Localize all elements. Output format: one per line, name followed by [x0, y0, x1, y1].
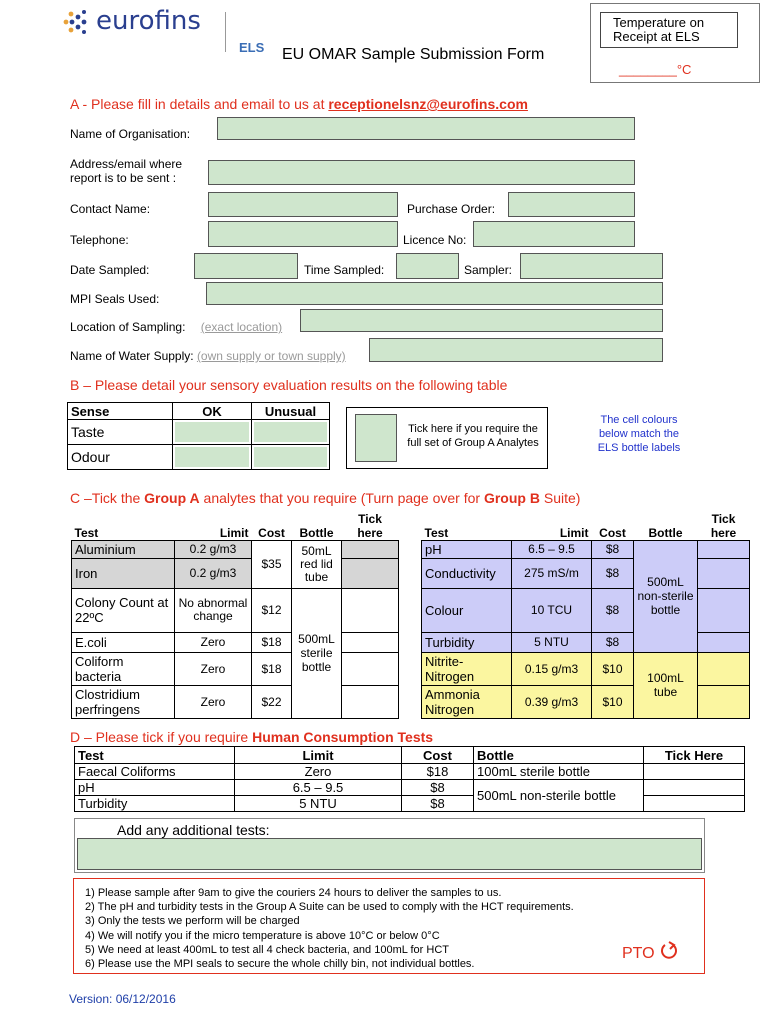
sensory-col-sense: Sense: [68, 403, 173, 420]
table-row: Colony Count at 22ºC No abnormal change $12 500mL sterile bottle: [72, 588, 399, 632]
date-sampled-field[interactable]: [194, 253, 298, 279]
notes-list: [85, 886, 574, 971]
contact-field[interactable]: [208, 192, 398, 217]
additional-tests-field[interactable]: [77, 838, 702, 870]
table-row: Turbidity 5 NTU $8: [75, 796, 745, 812]
col-bottle: Bottle: [299, 525, 334, 540]
location-label: Location of Sampling: (exact location): [70, 320, 283, 334]
telephone-field[interactable]: [208, 221, 398, 247]
odour-unusual-cell[interactable]: [252, 445, 330, 470]
tick-cell[interactable]: [342, 685, 399, 718]
group-a-table-right: Test Limit Cost Bottle Tick here pH 6.5 – 9.5 $8 500mL non-sterile bottle Conductivity 275 mS/m $8 Colour 10 TCU $8 Turbidity 5 NTU $8 Nitrite-Nitrogen 0.15 g/m3 $10 100mL tube Ammonia Nitrogen 0.39 g/m3 $10: [421, 508, 750, 719]
water-supply-field[interactable]: [369, 338, 663, 362]
table-row: Ammonia Nitrogen 0.39 g/m3 $10: [422, 685, 750, 718]
tick-cell[interactable]: [644, 780, 745, 796]
water-supply-hint: (own supply or town supply): [196, 349, 346, 363]
table-row: Faecal Coliforms Zero $18 100mL sterile bottle: [75, 764, 745, 780]
odour-ok-cell[interactable]: [173, 445, 252, 470]
hct-shared-bottle: 500mL non-sterile bottle: [474, 780, 644, 812]
licence-field[interactable]: [473, 221, 635, 247]
table-row: pH 6.5 – 9.5 $8 500mL non-sterile bottle: [75, 780, 745, 796]
tick-cell[interactable]: [342, 558, 399, 588]
mpi-seals-label: MPI Seals Used:: [70, 292, 160, 306]
col-test: Test: [74, 525, 99, 540]
temperature-box: [590, 3, 760, 83]
pto-label: PTO: [622, 941, 679, 963]
time-sampled-field[interactable]: [396, 253, 459, 279]
group-a-tick-box[interactable]: [355, 414, 397, 462]
tick-cell[interactable]: [698, 632, 750, 652]
table-row: Aluminium 0.2 g/m3 $35 50mL red lid tube: [72, 540, 399, 558]
tick-cell[interactable]: [644, 764, 745, 780]
tick-cell[interactable]: [698, 540, 750, 558]
section-b-heading: B – Please detail your sensory evaluation results on the following table: [70, 377, 508, 393]
header-divider: [225, 12, 226, 52]
tick-cell[interactable]: [698, 588, 750, 632]
section-d-heading: D – Please tick if you require Human Consumption Tests: [70, 729, 434, 745]
group-a-table-left: [71, 508, 399, 719]
table-row: Clostridium perfringens Zero $22: [72, 685, 399, 718]
location-hint: (exact location): [200, 320, 283, 334]
logo-wordmark: eurofins: [96, 6, 201, 36]
notes-box: [73, 878, 705, 974]
time-sampled-label: Time Sampled:: [304, 263, 385, 277]
org-label: Name of Organisation:: [70, 127, 191, 141]
tick-cell[interactable]: [342, 540, 399, 558]
table-row: Colour 10 TCU $8: [422, 588, 750, 632]
list-item: 6) Please use the MPI seals to secure the whole chilly bin, not individual bottles.: [85, 958, 475, 971]
purchase-order-field[interactable]: [508, 192, 635, 217]
eurofins-logo: [62, 6, 222, 40]
temperature-entry[interactable]: ________°C: [619, 62, 692, 77]
sensory-col-ok: OK: [173, 403, 252, 420]
address-label: Address/email where report is to be sent :: [70, 157, 183, 185]
col-cost: Cost: [258, 525, 285, 540]
additional-tests-label: Add any additional tests:: [117, 822, 270, 838]
date-sampled-label: Date Sampled:: [70, 263, 150, 277]
sensory-row-odour: Odour: [68, 445, 173, 470]
hct-table: Test Limit Cost Bottle Tick Here Faecal Coliforms Zero $18 100mL sterile bottle pH 6.5 – 9.5 $8 500mL non-sterile bottle Turbidity 5 NTU $8: [74, 746, 745, 812]
address-field[interactable]: [208, 160, 635, 185]
list-item: 3) Only the tests we perform will be charged: [85, 915, 300, 928]
purchase-order-label: Purchase Order:: [407, 202, 496, 216]
section-a-heading: A - Please fill in details and email to us at receptionelsnz@eurofins.com: [70, 96, 528, 112]
temperature-label-box: Temperature on Receipt at ELS: [600, 12, 738, 48]
col-tick: Tick here: [357, 511, 383, 540]
version-label: Version: 06/12/2016: [69, 992, 176, 1006]
org-field[interactable]: [217, 117, 635, 140]
tick-cell[interactable]: [698, 685, 750, 718]
bottle-non-sterile: 500mL non-sterile bottle: [634, 540, 698, 652]
table-row: Iron 0.2 g/m3: [72, 558, 399, 588]
licence-label: Licence No:: [403, 233, 467, 247]
mpi-seals-field[interactable]: [206, 282, 663, 305]
form-title: EU OMAR Sample Submission Form: [282, 46, 545, 63]
col-limit: Limit: [219, 525, 249, 540]
bottle-100ml-tube: 100mL tube: [634, 652, 698, 718]
sensory-row-taste: Taste: [68, 420, 173, 445]
list-item: 5) We need at least 400mL to test all 4 check bacteria, and 100mL for HCT: [85, 943, 450, 956]
tick-cell[interactable]: [342, 652, 399, 685]
table-row: Conductivity 275 mS/m $8: [422, 558, 750, 588]
list-item: 2) The pH and turbidity tests in the Group A Suite can be used to comply with the HCT requirements.: [85, 901, 574, 914]
list-item: 4) We will notify you if the micro temperature is above 10°C or below 0°C: [85, 929, 440, 942]
water-supply-label: Name of Water Supply: (own supply or town supply): [70, 349, 346, 363]
group-a-tick-note: Tick here if you require the full set of Group A Analytes: [407, 423, 539, 449]
group-a-tick-panel: [346, 407, 548, 469]
contact-label: Contact Name:: [70, 202, 151, 216]
table-row: Coliform bacteria Zero $18: [72, 652, 399, 685]
telephone-label: Telephone:: [70, 233, 129, 247]
shared-cost-cell: $35: [252, 540, 292, 588]
tick-cell[interactable]: [342, 588, 399, 632]
additional-tests-box: [74, 818, 705, 873]
taste-ok-cell[interactable]: [173, 420, 252, 445]
location-field[interactable]: [300, 309, 663, 332]
list-item: 1) Please sample after 9am to give the couriers 24 hours to deliver the samples to us.: [85, 887, 502, 899]
table-row: Nitrite-Nitrogen 0.15 g/m3 $10 100mL tube: [422, 652, 750, 685]
els-mark: ELS: [239, 40, 265, 55]
tick-cell[interactable]: [698, 652, 750, 685]
tick-cell[interactable]: [644, 796, 745, 812]
sensory-table: [67, 402, 330, 470]
turn-over-arrow-icon: [659, 941, 679, 961]
eurofins-logo-icon: [62, 8, 92, 38]
colour-note: The cell colours below match the ELS bottle labels: [597, 414, 681, 454]
bottle-red-lid-tube: 50mL red lid tube: [292, 540, 342, 588]
tick-cell[interactable]: [698, 558, 750, 588]
reception-email-link[interactable]: receptionelsnz@eurofins.com: [328, 96, 528, 112]
table-row: pH 6.5 – 9.5 $8 500mL non-sterile bottle: [422, 540, 750, 558]
sampler-field[interactable]: [520, 253, 663, 279]
table-row: E.coli Zero $18: [72, 632, 399, 652]
sensory-col-unusual: Unusual: [252, 403, 330, 420]
sampler-label: Sampler:: [464, 263, 513, 277]
section-c-heading: C –Tick the Group A analytes that you require (Turn page over for Group B Suite): [70, 490, 581, 506]
taste-unusual-cell[interactable]: [252, 420, 330, 445]
table-row: Turbidity 5 NTU $8: [422, 632, 750, 652]
tick-cell[interactable]: [342, 632, 399, 652]
bottle-sterile: 500mL sterile bottle: [292, 588, 342, 718]
